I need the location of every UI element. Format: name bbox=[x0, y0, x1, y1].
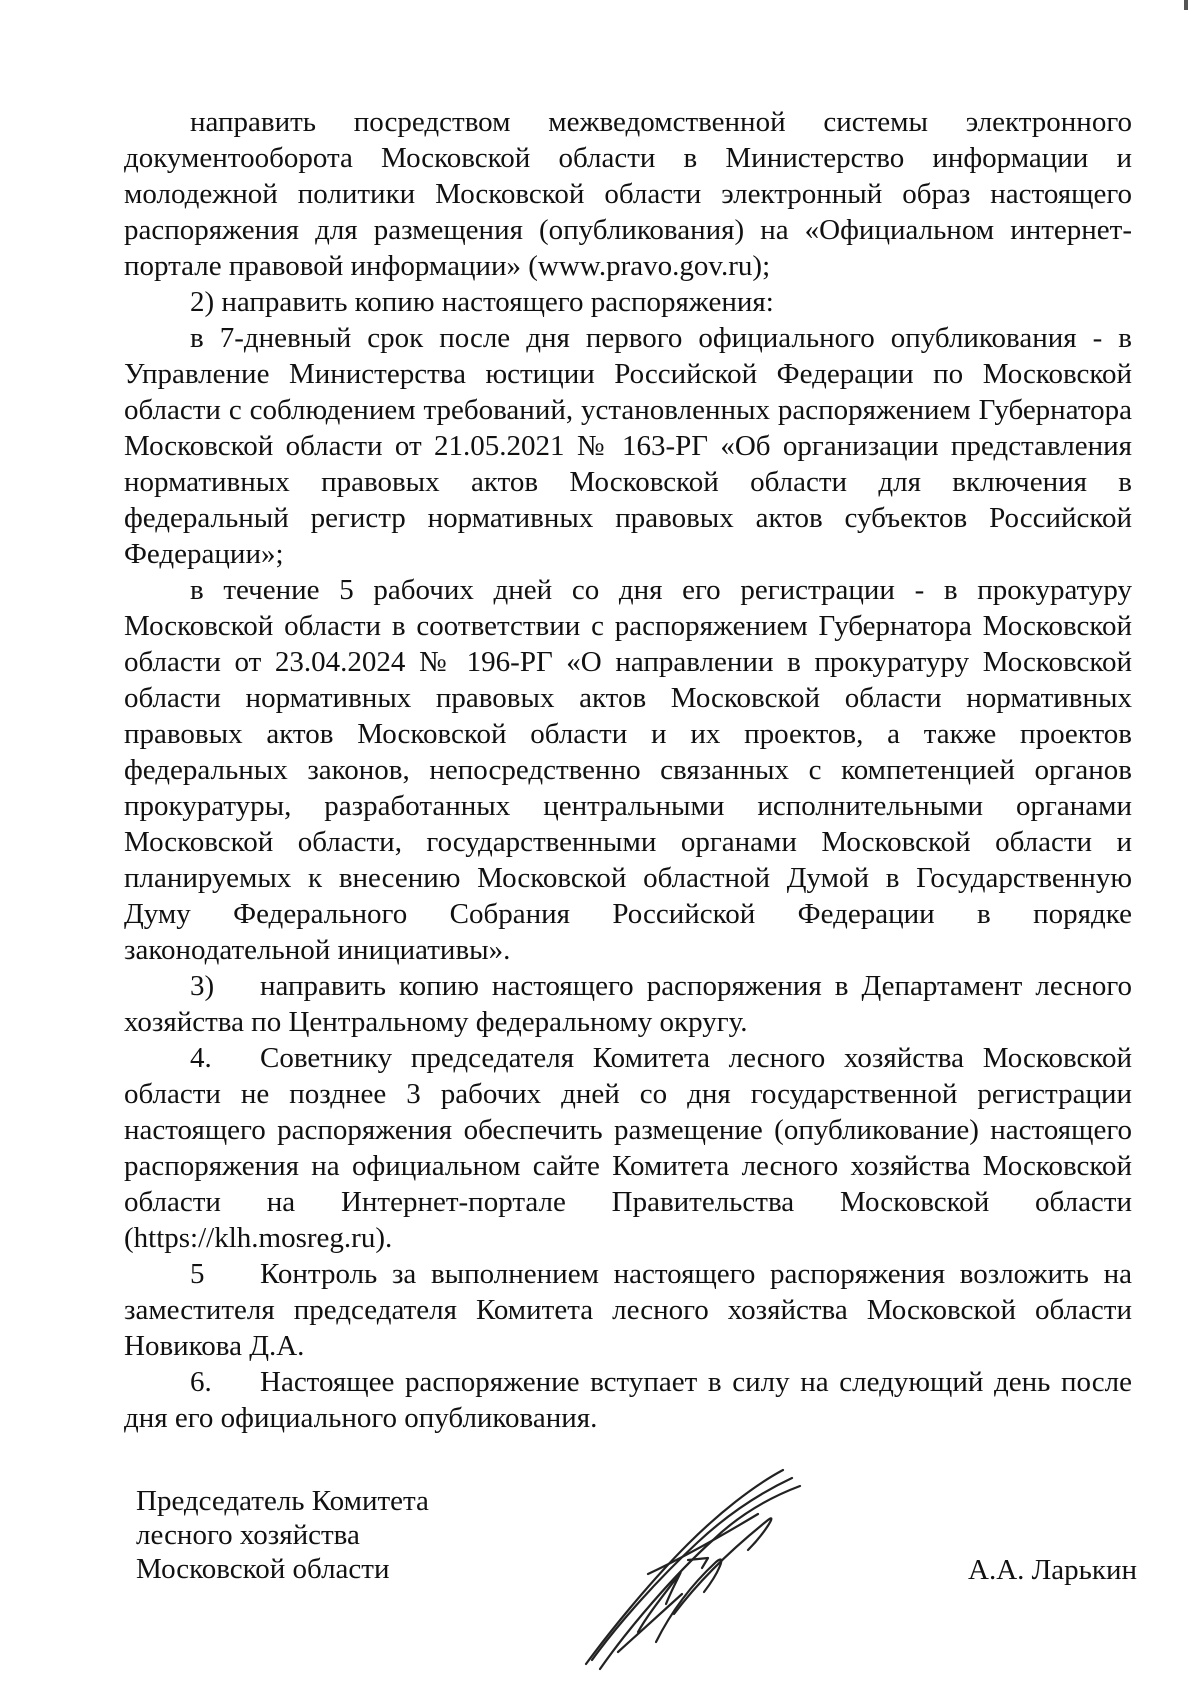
list-item-5 bbox=[124, 1256, 1132, 1364]
list-item-number: 5 bbox=[190, 1258, 205, 1290]
paragraph-prosecutor-office: в течение 5 рабочих дней со дня его регистрации - в прокуратуру Московской области в соответствии с распоряжением Губернатора Московской области от 23.04.2024 № 196-РГ «О направлении в прокуратуру Московской области нормативных правовых актов Московской области нормативных правовых актов Московской области и их проектов, а также проектов федеральных законов, непосредственно связанных с компетенцией органов прокуратуры, разработанных центральными исполнительными органами Московской области, государственными органами Московской области и планируемых к внесению Московской областной Думой в Государственную Думу Федерального Собрания Российской Федерации в порядке законодательной инициативы». bbox=[124, 574, 1132, 966]
signer-position-line: Московской области bbox=[136, 1553, 390, 1585]
list-item-number: 6. bbox=[190, 1366, 212, 1398]
paragraph-ministry-of-justice: в 7-дневный срок после дня первого официального опубликования - в Управление Министерства юстиции Российской Федерации по Московской области с соблюдением требований, установленных распоряжением Губернатора Московской области от 21.05.2021 № 163-РГ «Об организации представления нормативных правовых актов Московской области для включения в федеральный регистр нормативных правовых актов субъектов Российской Федерации»; bbox=[124, 322, 1132, 570]
list-item-4 bbox=[124, 1040, 1132, 1256]
paragraph-send-electronic-image: направить посредством межведомственной системы электронного документооборота Московской области в Министерство информации и молодежной политики Московской области электронный образ настоящего распоряжения для размещения (опубликования) на «Официальном интернет-портале правовой информации» (www.pravo.gov.ru); bbox=[124, 106, 1132, 282]
list-item-text: Контроль за выполнением настоящего распоряжения возложить на заместителя председателя Комитета лесного хозяйства Московской области Новикова Д.А. bbox=[124, 1258, 1132, 1362]
signer-position-line: Председатель Комитета bbox=[136, 1485, 429, 1517]
document-body bbox=[124, 104, 1132, 1436]
list-item-text: Советнику председателя Комитета лесного хозяйства Московской области не позднее 3 рабочих дней со дня государственной регистрации настоящего распоряжения обеспечить размещение (опубликование) настоящего распоряжения на официальном сайте Комитета лесного хозяйства Московской области на Интернет-портале Правительства Московской области (https://klh.mosreg.ru). bbox=[124, 1042, 1132, 1254]
list-item-6 bbox=[124, 1364, 1132, 1436]
list-item-3 bbox=[124, 968, 1132, 1040]
list-item-number: 4. bbox=[190, 1042, 212, 1074]
list-item-text: направить копию настоящего распоряжения в Департамент лесного хозяйства по Центральному федеральному округу. bbox=[124, 970, 1132, 1038]
list-item-text: Настоящее распоряжение вступает в силу на следующий день после дня его официального опубликования. bbox=[124, 1366, 1132, 1434]
handwritten-signature-image bbox=[578, 1464, 808, 1676]
signer-position bbox=[136, 1484, 556, 1586]
signer-position-line: лесного хозяйства bbox=[136, 1519, 360, 1551]
paragraph-send-copy-heading: 2) направить копию настоящего распоряжения: bbox=[190, 286, 774, 318]
signer-name: А.А. Ларькин bbox=[968, 1554, 1138, 1586]
list-item-number: 3) bbox=[190, 970, 215, 1002]
scan-speck bbox=[1184, 0, 1188, 10]
